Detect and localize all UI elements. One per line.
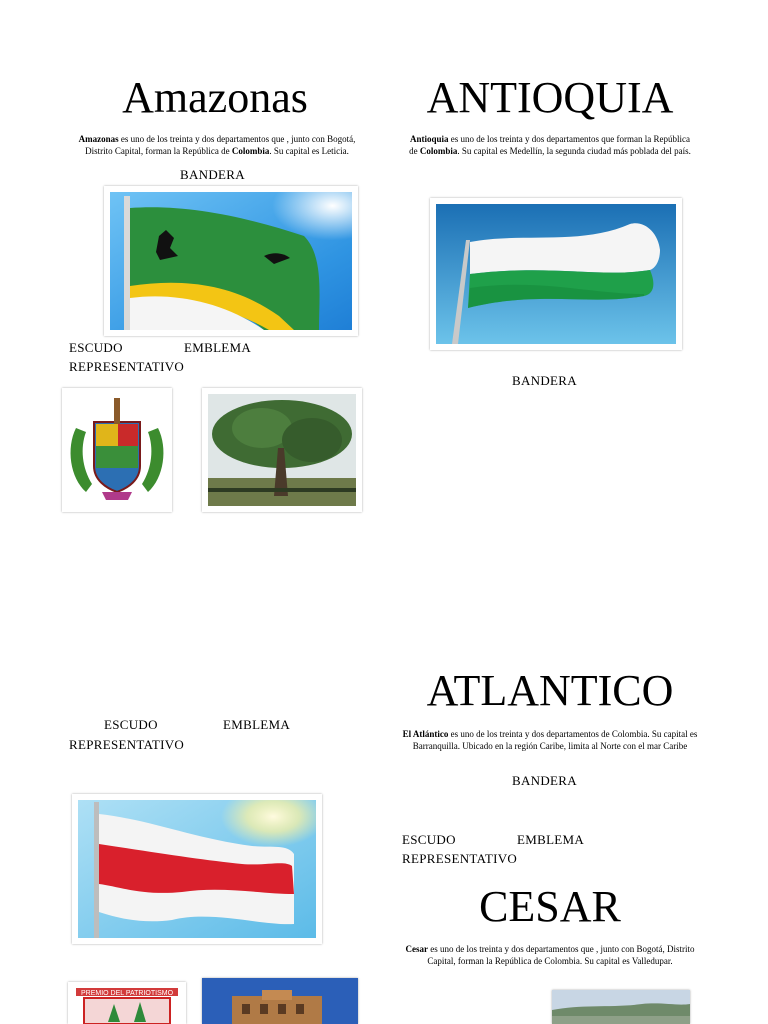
antioquia-desc-text-a: es uno de los treinta y dos departamentos que forman la República de bbox=[409, 134, 690, 156]
antioquia-title: ANTIOQUIA bbox=[426, 73, 674, 122]
amazonas-desc-bold2: Colombia bbox=[231, 146, 270, 156]
cesar-landscape-image bbox=[552, 990, 690, 1024]
amazonas-desc-text-a: es uno de los treinta y dos departamentos que , junto con Bogotá, Distrito Capital, forman la República de bbox=[85, 134, 356, 156]
antioquia-description bbox=[406, 133, 694, 157]
section3-escudo-label: ESCUDO bbox=[104, 717, 158, 732]
amazonas-representativo-label: REPRESENTATIVO bbox=[69, 359, 185, 374]
amazonas-emblema-label: EMBLEMA bbox=[184, 340, 252, 355]
section3-representativo-label: REPRESENTATIVO bbox=[69, 737, 185, 752]
cesar-desc-bold: Cesar bbox=[405, 944, 429, 954]
atlantico-emblema-label: EMBLEMA bbox=[517, 832, 585, 847]
atlantico-flag-image bbox=[72, 794, 322, 944]
cesar-building-image bbox=[202, 978, 358, 1024]
atlantico-desc-text-a: es uno de los treinta y dos departamentos de Colombia. Su capital es Barranquilla. Ubicado en la región Caribe, limita al Norte con el mar Caribe bbox=[412, 729, 698, 751]
cesar-desc-text-a: es uno de los treinta y dos departamentos que , junto con Bogotá, Distrito Capital, forman la República de Colombia. Su capital es Valledupar. bbox=[427, 944, 695, 966]
cesar-coat-of-arms-image bbox=[68, 982, 186, 1024]
amazonas-desc-bold: Amazonas bbox=[78, 134, 119, 144]
amazonas-title: Amazonas bbox=[122, 73, 308, 122]
atlantico-description bbox=[402, 728, 698, 752]
antioquia-desc-bold2: Colombia bbox=[419, 146, 458, 156]
amazonas-representative-tree-image bbox=[202, 388, 362, 512]
atlantico-desc-bold: El Atlántico bbox=[402, 729, 449, 739]
atlantico-bandera-label: BANDERA bbox=[512, 773, 577, 788]
antioquia-desc-text-b: . Su capital es Medellín, la segunda ciudad más poblada del país. bbox=[457, 146, 691, 156]
antioquia-flag-image bbox=[430, 198, 682, 350]
cesar-title: CESAR bbox=[479, 882, 621, 931]
antioquia-desc-bold: Antioquia bbox=[410, 134, 449, 144]
amazonas-desc-text-b: . Su capital es Leticia. bbox=[269, 146, 349, 156]
section3-emblema-label: EMBLEMA bbox=[223, 717, 291, 732]
amazonas-bandera-label: BANDERA bbox=[180, 167, 245, 182]
atlantico-title: ATLANTICO bbox=[426, 666, 674, 715]
amazonas-escudo-label: ESCUDO bbox=[69, 340, 123, 355]
antioquia-bandera-label: BANDERA bbox=[512, 373, 577, 388]
cesar-seal-text: PREMIO DEL PATRIOTISMO bbox=[80, 990, 174, 997]
atlantico-representativo-label: REPRESENTATIVO bbox=[402, 851, 518, 866]
cesar-description bbox=[396, 943, 704, 967]
amazonas-flag-image bbox=[104, 186, 358, 336]
amazonas-coat-of-arms-image bbox=[62, 388, 172, 512]
atlantico-escudo-label: ESCUDO bbox=[402, 832, 456, 847]
amazonas-description bbox=[64, 133, 370, 157]
